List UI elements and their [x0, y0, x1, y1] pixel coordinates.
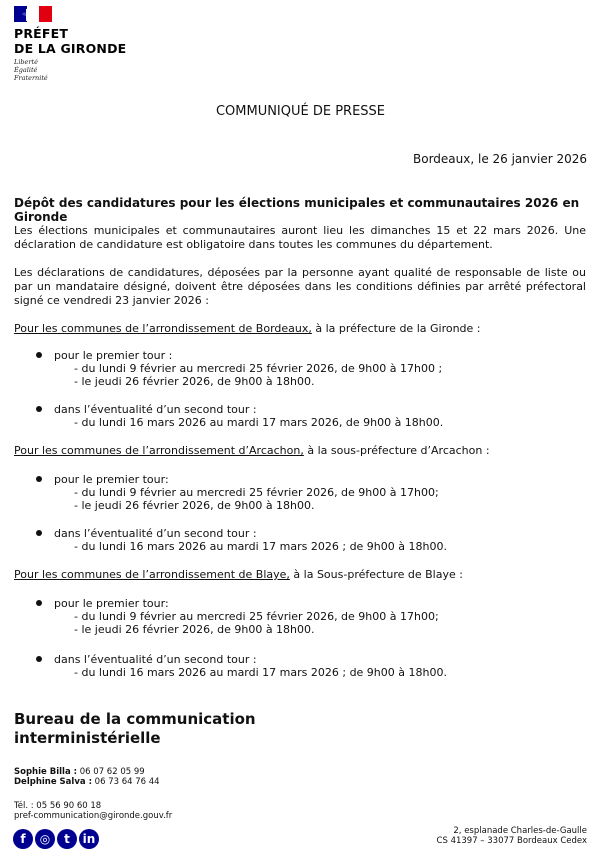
date-line: Bordeaux, le 26 janvier 2026	[413, 152, 587, 166]
linkedin-icon[interactable]: in	[79, 829, 99, 849]
section-bordeaux-location: à la préfecture de la Gironde :	[311, 322, 481, 335]
arcachon-first-round	[36, 473, 169, 487]
section-blaye-underlined: Pour les communes de l’arrondissement de Blaye,	[14, 568, 290, 581]
first-round-label: pour le premier tour :	[54, 349, 173, 362]
blaye-first-round-period-2: - le jeudi 26 février 2026, de 9h00 à 18h00.	[74, 623, 315, 636]
marianne-flag-logo	[14, 6, 52, 22]
section-bordeaux-heading	[14, 322, 481, 336]
contact-delphine-salva	[14, 777, 160, 787]
bordeaux-second-round-period: - du lundi 16 mars 2026 au mardi 17 mars 2026, de 9h00 à 18h00.	[74, 416, 444, 429]
press-release-headline: Dépôt des candidatures pour les élections municipales et communautaires 2026 en Gironde	[14, 196, 580, 224]
social-links	[13, 829, 99, 849]
bullet-icon	[36, 600, 42, 606]
second-round-label: dans l’éventualité d’un second tour :	[54, 653, 257, 666]
motto-fraternite: Fraternité	[14, 74, 48, 82]
prefecture-name	[14, 26, 126, 56]
republic-motto	[14, 58, 48, 82]
contact-phone: 06 07 62 05 99	[77, 767, 145, 777]
section-blaye-heading	[14, 568, 463, 582]
bordeaux-first-round-period-1: - du lundi 9 février au mercredi 25 février 2026, de 9h00 à 17h00 ;	[74, 362, 443, 375]
bordeaux-first-round	[36, 349, 172, 363]
bordeaux-second-round	[36, 403, 257, 417]
bullet-icon	[36, 476, 42, 482]
contact-name: Delphine Salva :	[14, 777, 92, 787]
prefecture-address	[437, 826, 587, 846]
bordeaux-first-round-period-2: - le jeudi 26 février 2026, de 9h00 à 18h00.	[74, 375, 315, 388]
blaye-first-round	[36, 597, 169, 611]
bullet-icon	[36, 352, 42, 358]
blaye-first-round-period-1: - du lundi 9 février au mercredi 25 février 2026, de 9h00 à 17h00;	[74, 610, 439, 623]
motto-egalite: Égalité	[14, 66, 38, 74]
motto-liberte: Liberté	[14, 58, 38, 66]
bullet-icon	[36, 406, 42, 412]
prefecture-name-line1: PRÉFET	[14, 26, 69, 41]
second-round-label: dans l’éventualité d’un second tour :	[54, 403, 257, 416]
section-blaye-location: à la Sous-préfecture de Blaye :	[289, 568, 463, 581]
arcachon-second-round	[36, 527, 257, 541]
section-arcachon-location: à la sous-préfecture d’Arcachon :	[303, 444, 490, 457]
bureau-title	[14, 710, 256, 748]
office-phone: Tél. : 05 56 90 60 18	[14, 801, 102, 811]
declaration-paragraph: Les déclarations de candidatures, déposées par la personne ayant qualité de responsable de liste ou par un mandataire désigné, doivent être déposées dans les conditions définies par arrêté préfectoral signé ce vendredi 23 janvier 2026 :	[14, 266, 586, 307]
second-round-label: dans l’éventualité d’un second tour :	[54, 527, 257, 540]
section-arcachon-underlined: Pour les communes de l’arrondissement d’Arcachon,	[14, 444, 304, 457]
address-line1: 2, esplanade Charles-de-Gaulle	[453, 826, 587, 836]
contact-name: Sophie Billa :	[14, 767, 78, 777]
prefecture-name-line2: DE LA GIRONDE	[14, 41, 127, 56]
arcachon-second-round-period: - du lundi 16 mars 2026 au mardi 17 mars 2026 ; de 9h00 à 18h00.	[74, 540, 447, 553]
address-line2: CS 41397 – 33077 Bordeaux Cedex	[436, 836, 587, 846]
contact-sophie-billa	[14, 767, 145, 777]
twitter-icon[interactable]: t	[57, 829, 77, 849]
intro-paragraph: Les élections municipales et communautaires auront lieu les dimanches 15 et 22 mars 2026. Une déclaration de candidature est obligatoire dans toutes les communes du département.	[14, 224, 586, 251]
first-round-label: pour le premier tour:	[54, 597, 169, 610]
contact-phone: 06 73 64 76 44	[91, 777, 160, 787]
section-bordeaux-underlined: Pour les communes de l’arrondissement de Bordeaux,	[14, 322, 312, 335]
document-type: COMMUNIQUÉ DE PRESSE	[215, 104, 386, 119]
bureau-title-line1: Bureau de la communication	[14, 710, 256, 728]
office-email-link[interactable]: pref-communication@gironde.gouv.fr	[14, 811, 173, 821]
arcachon-first-round-period-2: - le jeudi 26 février 2026, de 9h00 à 18h00.	[74, 499, 315, 512]
blaye-second-round-period: - du lundi 16 mars 2026 au mardi 17 mars 2026 ; de 9h00 à 18h00.	[74, 666, 447, 679]
instagram-icon[interactable]: ◎	[35, 829, 55, 849]
facebook-icon[interactable]: f	[13, 829, 33, 849]
bullet-icon	[36, 530, 42, 536]
section-arcachon-heading	[14, 444, 490, 458]
first-round-label: pour le premier tour:	[54, 473, 169, 486]
blaye-second-round	[36, 653, 257, 667]
bureau-title-line2: interministérielle	[14, 729, 161, 747]
arcachon-first-round-period-1: - du lundi 9 février au mercredi 25 février 2026, de 9h00 à 17h00;	[74, 486, 439, 499]
bullet-icon	[36, 656, 42, 662]
